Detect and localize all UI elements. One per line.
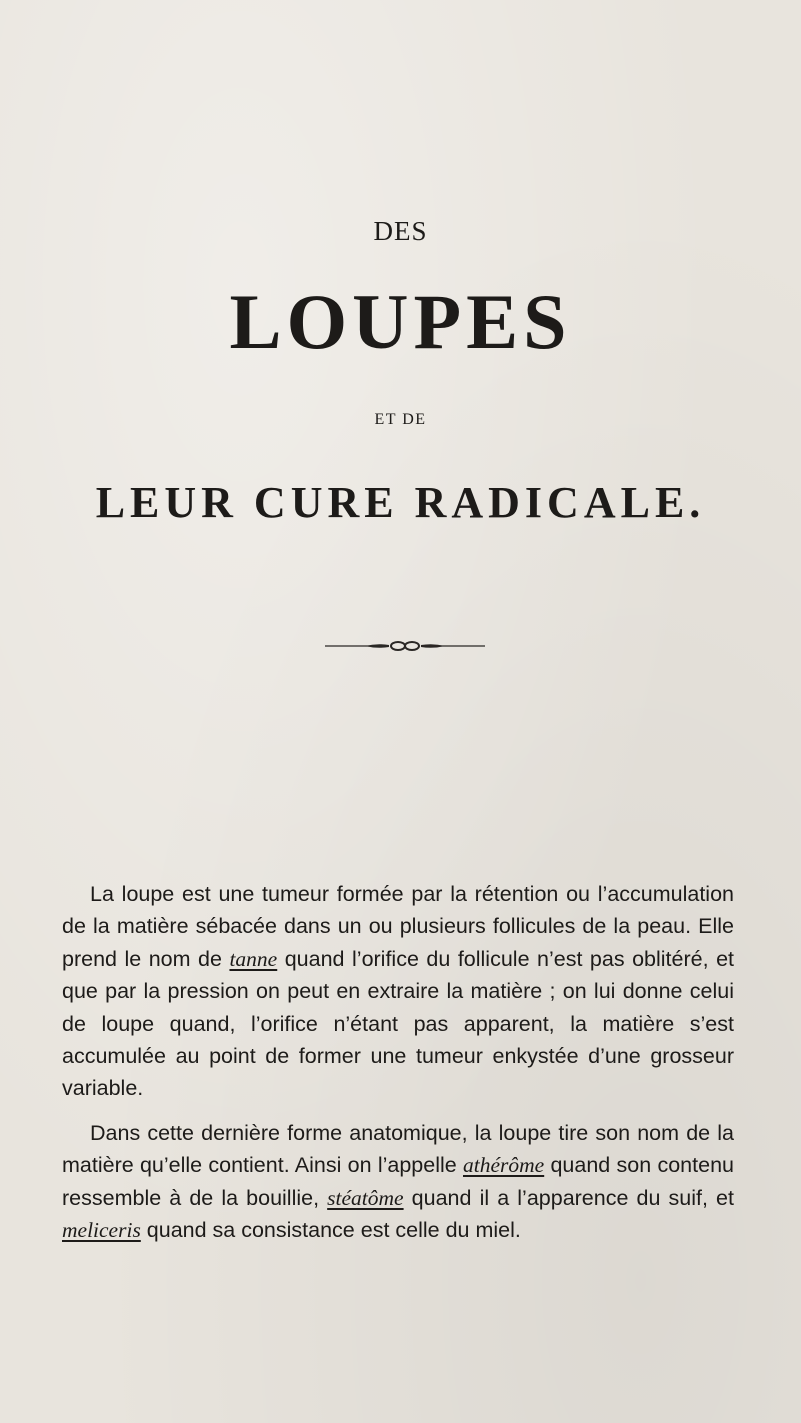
ornament-divider-icon bbox=[325, 638, 485, 654]
text-run: quand sa consistance est celle du miel. bbox=[140, 1218, 521, 1243]
paragraph-2 bbox=[62, 1117, 734, 1247]
text-run: Dans cette dernière forme anatomique, la loupe tire son nom de la matière qu’elle contient. Ainsi on l’appelle bbox=[62, 1120, 734, 1178]
body-text bbox=[62, 878, 734, 1246]
italic-term: tanne bbox=[229, 946, 278, 971]
title-prefix: DES bbox=[373, 216, 428, 246]
text-run: quand il a l’apparence du suif, et bbox=[403, 1185, 734, 1210]
paragraph-1 bbox=[62, 878, 734, 1105]
italic-term: meliceris bbox=[62, 1218, 141, 1243]
text-run: quand l’orifice du follicule n’est pas oblitéré, et que par la pression on peut en extraire la matière ; on lui donne celui de loupe quand, l’orifice n’étant pas apparent, la matière s’est accumulée au point de former une tumeur enkystée d’une grosseur variable. bbox=[62, 946, 735, 1101]
text-run: La loupe est une tumeur formée par la rétention ou l’accumulation de la matière sébacée dans un ou plusieurs follicules de la peau. Elle prend le nom de bbox=[62, 882, 734, 971]
italic-term: athérôme bbox=[463, 1153, 545, 1178]
text-run: quand son contenu ressemble à de la bouillie, bbox=[62, 1153, 734, 1210]
title-main: LOUPES bbox=[229, 278, 572, 365]
italic-term: stéatôme bbox=[327, 1185, 404, 1210]
title-connector: ET DE bbox=[374, 411, 427, 428]
title-subtitle: LEUR CURE RADICALE. bbox=[95, 478, 706, 527]
